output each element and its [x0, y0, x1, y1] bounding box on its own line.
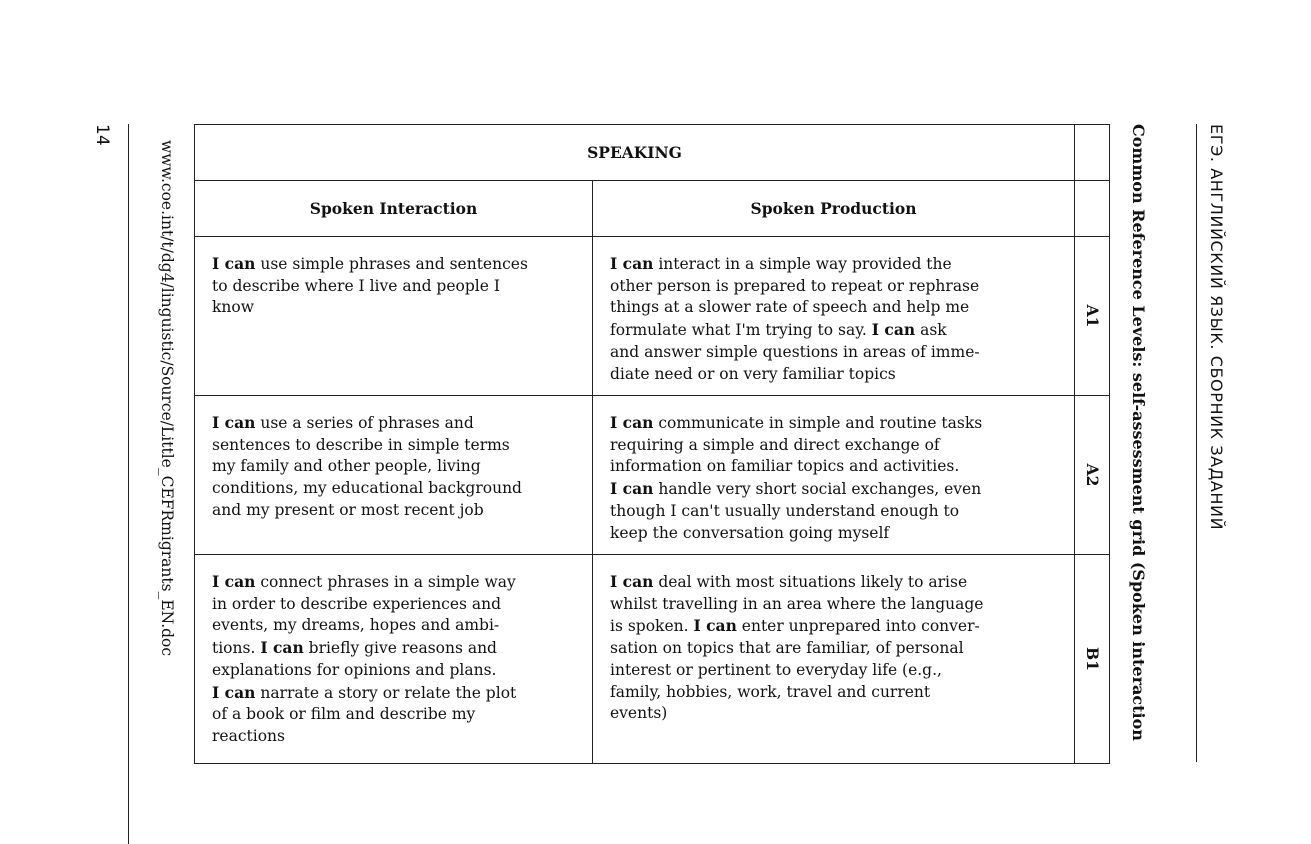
descriptor-line: events, my dreams, hopes and ambi- [212, 616, 500, 635]
descriptor-line: requiring a simple and direct exchange of [610, 435, 940, 454]
page-number: 14 [92, 124, 112, 146]
descriptor-line: information on familiar topics and activities. [610, 457, 960, 476]
i-can-emphasis: I can [610, 572, 654, 591]
i-can-emphasis: I can [260, 638, 304, 658]
level-cell-a2 [1075, 396, 1110, 555]
column-header-production: Spoken Production [593, 181, 1075, 237]
interaction-cell-b1 [195, 555, 593, 764]
descriptor-line: tions. I can briefly give reasons and [212, 638, 497, 658]
level-label-b1: B1 [1082, 647, 1102, 671]
descriptor-line: of a book or film and describe my [212, 705, 476, 724]
descriptor-line: though I can't usually understand enough to [610, 501, 960, 520]
descriptor-line: I can use simple phrases and sentences [212, 254, 528, 273]
column-header-interaction: Spoken Interaction [195, 181, 593, 237]
production-cell-b1 [593, 555, 1075, 764]
descriptor-line: formulate what I'm trying to say. I can ask [610, 320, 947, 340]
descriptor-line: whilst travelling in an area where the language [610, 594, 984, 613]
i-can-emphasis: I can [610, 254, 654, 273]
production-cell-a1 [593, 237, 1075, 396]
i-can-emphasis: I can [610, 413, 654, 432]
level-cell-a1 [1075, 237, 1110, 396]
descriptor-line: and answer simple questions in areas of imme- [610, 342, 980, 361]
i-can-emphasis: I can [610, 479, 654, 499]
page-margin-rule [128, 124, 129, 844]
interaction-cell-a2 [195, 396, 593, 555]
descriptor-line: interest or pertinent to everyday life (e.g., [610, 660, 942, 679]
descriptor-line: reactions [212, 726, 285, 745]
descriptor-line: I can narrate a story or relate the plot [212, 682, 517, 702]
level-label-a2: A2 [1082, 463, 1102, 487]
descriptor-line: other person is prepared to repeat or rephrase [610, 276, 980, 295]
descriptor-line: keep the conversation going myself [610, 523, 890, 542]
descriptor-line: I can use a series of phrases and [212, 413, 474, 432]
descriptor-line: explanations for opinions and plans. [212, 660, 497, 679]
descriptor-line: I can deal with most situations likely to arise [610, 572, 968, 591]
i-can-emphasis: I can [871, 320, 916, 340]
level-column-header-empty [1075, 181, 1110, 237]
descriptor-line: is spoken. I can enter unprepared into conver- [610, 616, 980, 636]
source-url: www.coe.int/t/dg4/linguistic/Source/Little_CEFRmigrants_EN.doc [158, 140, 176, 657]
production-cell-a2 [593, 396, 1075, 555]
descriptor-line: to describe where I live and people I [212, 276, 500, 295]
descriptor-line: diate need or on very familiar topics [610, 364, 896, 383]
descriptor-line: and my present or most recent job [212, 500, 484, 519]
i-can-emphasis: I can [212, 413, 256, 432]
i-can-emphasis: I can [212, 682, 256, 702]
level-label-a1: A1 [1082, 304, 1102, 328]
i-can-emphasis: I can [212, 572, 256, 591]
descriptor-line: family, hobbies, work, travel and current [610, 682, 931, 701]
descriptor-line: I can connect phrases in a simple way [212, 572, 516, 591]
descriptor-line: events) [610, 704, 668, 723]
descriptor-line: I can communicate in simple and routine tasks [610, 413, 983, 432]
grid-title: Common Reference Levels: self-assessment grid (Spoken interaction [1129, 124, 1148, 741]
descriptor-line: I can handle very short social exchanges, even [610, 479, 982, 499]
self-assessment-table [194, 124, 1110, 764]
descriptor-line: things at a slower rate of speech and help me [610, 298, 970, 317]
descriptor-line: in order to describe experiences and [212, 594, 502, 613]
i-can-emphasis: I can [693, 616, 737, 636]
level-cell-b1 [1075, 555, 1110, 764]
descriptor-line: sation on topics that are familiar, of personal [610, 639, 964, 658]
running-header: ЕГЭ. АНГЛИЙСКИЙ ЯЗЫК. СБОРНИК ЗАДАНИЙ [1207, 124, 1226, 531]
interaction-cell-a1 [195, 237, 593, 396]
section-header: SPEAKING [195, 125, 1075, 181]
descriptor-line: my family and other people, living [212, 457, 481, 476]
i-can-emphasis: I can [212, 254, 256, 273]
header-divider [1196, 124, 1197, 762]
level-header-empty [1075, 125, 1110, 181]
descriptor-line: I can interact in a simple way provided the [610, 254, 952, 273]
descriptor-line: conditions, my educational background [212, 479, 522, 498]
descriptor-line: sentences to describe in simple terms [212, 435, 510, 454]
descriptor-line: know [212, 298, 254, 317]
